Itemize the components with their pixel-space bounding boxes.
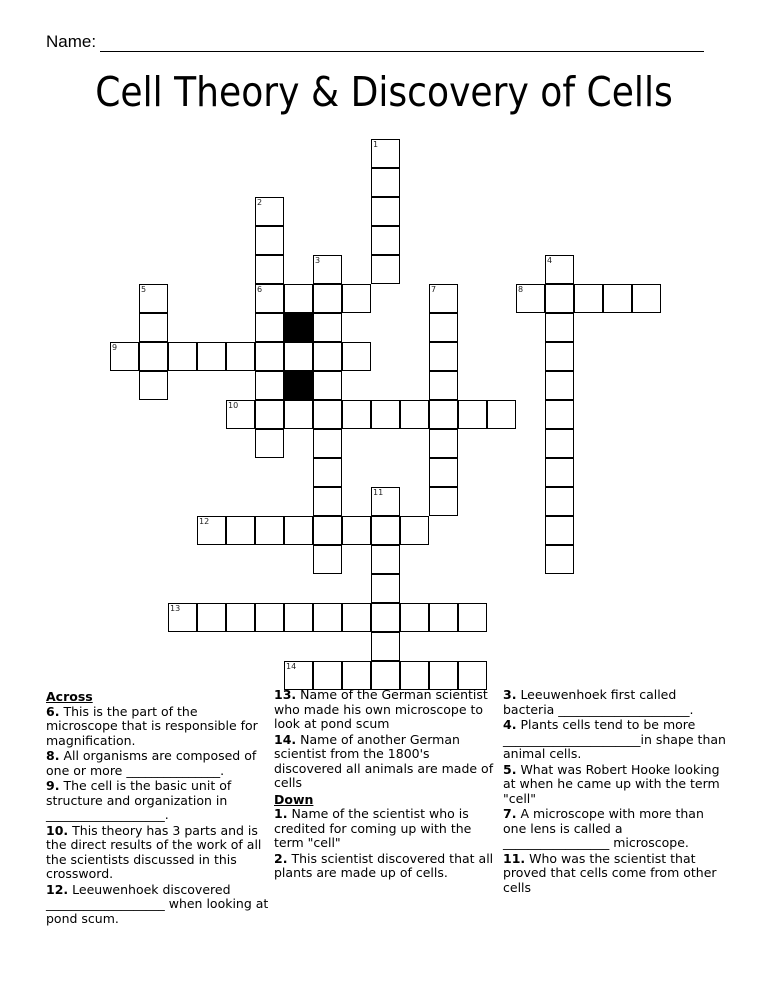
grid-cell[interactable]: [400, 400, 429, 429]
grid-cell[interactable]: [284, 603, 313, 632]
clue-across-9: 9. The cell is the basic unit of structure and organization in ___________________.: [46, 778, 232, 822]
grid-cell[interactable]: [371, 661, 400, 690]
grid-cell[interactable]: [400, 516, 429, 545]
grid-cell[interactable]: [545, 429, 574, 458]
grid-cell[interactable]: [226, 342, 255, 371]
grid-cell[interactable]: [632, 284, 661, 313]
grid-cell[interactable]: [371, 139, 400, 168]
grid-cell[interactable]: [255, 429, 284, 458]
grid-cell[interactable]: [458, 400, 487, 429]
grid-cell[interactable]: [226, 400, 255, 429]
grid-cell[interactable]: [429, 371, 458, 400]
clue-down-3: 3. Leeuwenhoek first called bacteria _____________________.: [503, 687, 694, 717]
grid-cell[interactable]: [429, 400, 458, 429]
grid-cell[interactable]: [603, 284, 632, 313]
grid-cell[interactable]: [255, 284, 284, 313]
grid-cell[interactable]: [313, 255, 342, 284]
grid-cell[interactable]: [255, 313, 284, 342]
grid-cell[interactable]: [371, 603, 400, 632]
grid-cell[interactable]: [371, 516, 400, 545]
grid-cell[interactable]: [255, 255, 284, 284]
clue-down-5: 5. What was Robert Hooke looking at when he came up with the term "cell": [503, 761, 720, 806]
grid-cell[interactable]: [371, 400, 400, 429]
grid-cell[interactable]: [110, 342, 139, 371]
grid-cell[interactable]: [255, 400, 284, 429]
grid-cell[interactable]: [197, 342, 226, 371]
grid-cell[interactable]: [313, 516, 342, 545]
clue-across-12: 12. Leeuwenhoek discovered ___________________ when looking at pond scum.: [46, 881, 269, 926]
grid-cell[interactable]: [139, 371, 168, 400]
grid-cell[interactable]: [284, 400, 313, 429]
grid-cell[interactable]: [342, 400, 371, 429]
grid-cell[interactable]: [342, 661, 371, 690]
grid-cell[interactable]: [255, 197, 284, 226]
grid-cell[interactable]: [284, 284, 313, 313]
clues-column-3: [503, 688, 728, 896]
clue-across-6: 6. This is the part of the microscope that is responsible for magnification.: [46, 703, 258, 748]
grid-cell[interactable]: [313, 487, 342, 516]
grid-cell[interactable]: [371, 487, 400, 516]
grid-cell[interactable]: [545, 255, 574, 284]
grid-cell[interactable]: [168, 342, 197, 371]
page-title: Cell Theory & Discovery of Cells: [95, 68, 673, 116]
grid-cell[interactable]: [226, 516, 255, 545]
across-heading: Across: [46, 689, 93, 704]
grid-cell[interactable]: [545, 400, 574, 429]
grid-cell[interactable]: [371, 226, 400, 255]
grid-cell[interactable]: [313, 400, 342, 429]
clue-number: 11: [373, 488, 384, 497]
grid-cell[interactable]: [429, 487, 458, 516]
grid-cell[interactable]: [458, 603, 487, 632]
grid-cell[interactable]: [574, 284, 603, 313]
grid-cell[interactable]: [313, 545, 342, 574]
grid-cell[interactable]: [545, 458, 574, 487]
clue-across-13: 13. Name of the German scientist who made his own microscope to look at pond scum: [274, 687, 488, 731]
grid-cell[interactable]: [313, 342, 342, 371]
grid-cell[interactable]: [342, 284, 371, 313]
grid-cell[interactable]: [400, 603, 429, 632]
grid-cell[interactable]: [545, 313, 574, 342]
grid-cell[interactable]: [545, 284, 574, 313]
clue-number: 12: [199, 517, 210, 526]
grid-cell[interactable]: [545, 516, 574, 545]
grid-cell[interactable]: [197, 603, 226, 632]
grid-cell[interactable]: [371, 632, 400, 661]
grid-cell[interactable]: [313, 284, 342, 313]
clue-number: 6: [257, 285, 263, 294]
grid-cell[interactable]: [371, 574, 400, 603]
clue-number: 4: [547, 256, 553, 265]
clue-down-2: 2. This scientist discovered that all plants are made up of cells.: [274, 850, 494, 880]
clue-number: 9: [112, 343, 118, 352]
grid-cell[interactable]: [313, 313, 342, 342]
clue-number: 8: [518, 285, 524, 294]
clue-across-10: 10. This theory has 3 parts and is the direct results of the work of all the scientists discussed in this crossword.: [46, 822, 262, 881]
grid-cell[interactable]: [429, 342, 458, 371]
grid-cell[interactable]: [139, 313, 168, 342]
clue-number: 2: [257, 198, 263, 207]
grid-cell[interactable]: [313, 429, 342, 458]
grid-cell[interactable]: [255, 342, 284, 371]
name-label: Name:: [46, 32, 97, 51]
grid-cell[interactable]: [429, 284, 458, 313]
grid-cell[interactable]: [168, 603, 197, 632]
grid-cell[interactable]: [487, 400, 516, 429]
grid-cell[interactable]: [197, 516, 226, 545]
clue-number: 1: [373, 140, 379, 149]
grid-cell[interactable]: [139, 284, 168, 313]
grid-cell[interactable]: [545, 371, 574, 400]
grid-cell[interactable]: [255, 226, 284, 255]
grid-cell[interactable]: [255, 603, 284, 632]
clue-down-1: 1. Name of the scientist who is credited for coming up with the term "cell": [274, 806, 472, 850]
grid-cell[interactable]: [342, 516, 371, 545]
clue-across-14: 14. Name of another German scientist from the 1800's discovered all animals are made of cells: [274, 731, 494, 790]
grid-cell[interactable]: [342, 342, 371, 371]
grid-cell[interactable]: [313, 371, 342, 400]
grid-cell[interactable]: [342, 603, 371, 632]
clue-number: 7: [431, 285, 437, 294]
grid-cell[interactable]: [313, 603, 342, 632]
clue-number: 3: [315, 256, 321, 265]
grid-cell[interactable]: [255, 516, 284, 545]
clue-number: 13: [170, 604, 181, 613]
black-cell: [284, 313, 313, 342]
grid-cell[interactable]: [371, 255, 400, 284]
grid-cell[interactable]: [255, 371, 284, 400]
grid-cell[interactable]: [545, 545, 574, 574]
grid-cell[interactable]: [429, 313, 458, 342]
grid-cell[interactable]: [313, 661, 342, 690]
clue-down-11: 11. Who was the scientist that proved that cells come from other cells: [503, 850, 717, 895]
grid-cell[interactable]: [371, 545, 400, 574]
grid-cell[interactable]: [516, 284, 545, 313]
grid-cell[interactable]: [545, 342, 574, 371]
grid-cell[interactable]: [284, 342, 313, 371]
clues-column-1: [46, 688, 270, 927]
black-cell: [284, 371, 313, 400]
clue-across-8: 8. All organisms are composed of one or more _______________.: [46, 748, 257, 778]
grid-cell[interactable]: [284, 516, 313, 545]
clue-down-4: 4. Plants cells tend to be more ______________________in shape than animal cells.: [503, 717, 726, 761]
grid-cell[interactable]: [429, 603, 458, 632]
clues-column-2: [274, 688, 498, 882]
grid-cell[interactable]: [400, 661, 429, 690]
grid-cell[interactable]: [429, 429, 458, 458]
clue-down-7: 7. A microscope with more than one lens is called a _________________ microscope.: [503, 806, 704, 850]
grid-cell[interactable]: [371, 168, 400, 197]
grid-cell[interactable]: [313, 458, 342, 487]
grid-cell[interactable]: [139, 342, 168, 371]
down-heading: Down: [274, 791, 314, 807]
grid-cell[interactable]: [545, 487, 574, 516]
clue-number: 5: [141, 285, 147, 294]
grid-cell[interactable]: [458, 661, 487, 690]
grid-cell[interactable]: [284, 661, 313, 690]
grid-cell[interactable]: [371, 197, 400, 226]
clue-number: 10: [228, 401, 239, 410]
grid-cell[interactable]: [429, 458, 458, 487]
grid-cell[interactable]: [429, 661, 458, 690]
clue-number: 14: [286, 662, 297, 671]
grid-cell[interactable]: [226, 603, 255, 632]
